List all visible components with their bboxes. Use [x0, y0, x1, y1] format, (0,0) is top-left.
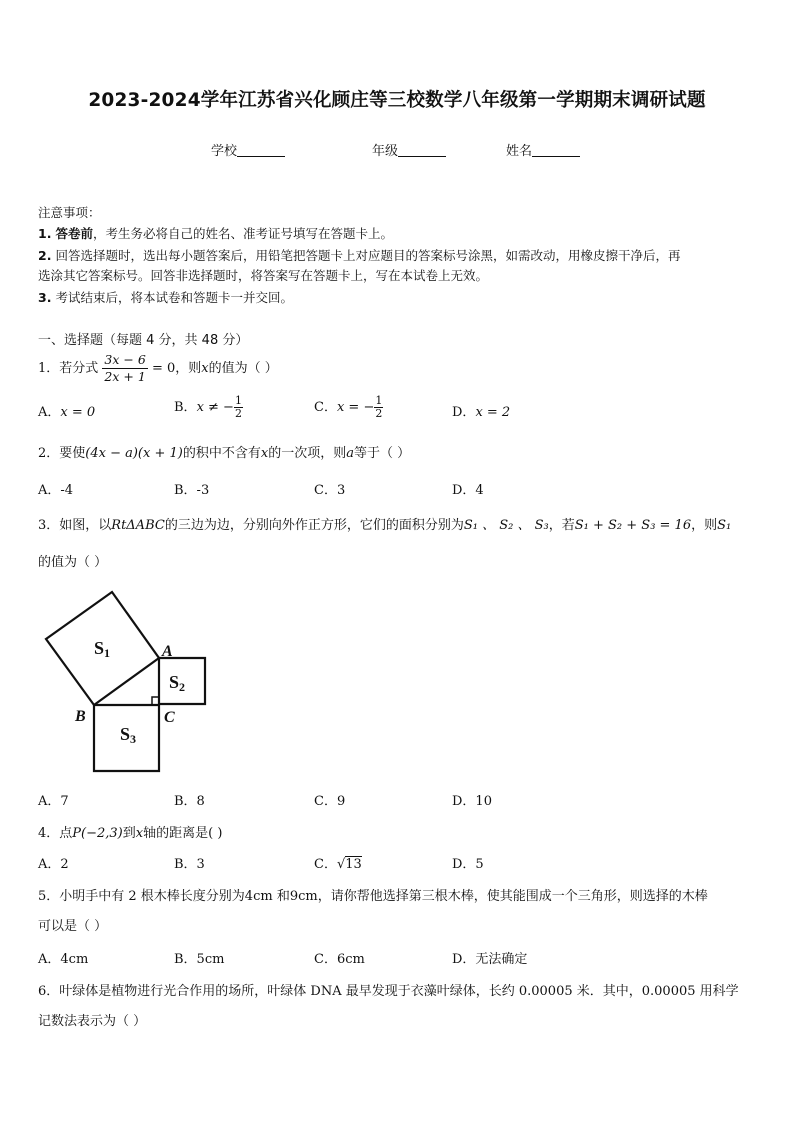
note-3-body: 考试结束后，将本试卷和答题卡一并交回。 — [55, 290, 293, 305]
q1-option-b-denominator: 2 — [234, 407, 242, 420]
q1-mid: = 0，则 — [151, 361, 202, 376]
q3-s1: S₁ — [717, 518, 732, 533]
question-3-line1 — [38, 514, 731, 533]
q4-option-d: D．5 — [452, 857, 484, 872]
q2-option-d: D．4 — [452, 483, 484, 498]
grade-label: 年级 — [372, 144, 399, 159]
name-blank — [532, 144, 580, 157]
label-s1: S1 — [94, 638, 111, 660]
q3-condition: S₁ + S₂ + S₃ = 16 — [574, 518, 692, 533]
q1-option-a-label: A． — [38, 405, 61, 420]
note-2-text-1: 回答选择题时，选出每小题答案后，用铅笔把答题卡上对应题目的答案标号涂黑，如需改动，用橡皮擦干净后，再 — [55, 248, 681, 263]
vertex-b: B — [75, 708, 86, 725]
vertex-a: A — [162, 643, 173, 660]
q1-var: x — [201, 361, 209, 376]
page-title: 2023-2024学年江苏省兴化顾庄等三校数学八年级第一学期期末调研试题 — [88, 90, 706, 111]
q1-prefix: 1．若分式 — [38, 361, 99, 376]
q1-suffix: 的值为（ ） — [208, 361, 278, 376]
q2-option-b: B．-3 — [174, 483, 210, 498]
q4-option-c — [314, 853, 362, 872]
note-1-head: 答卷前 — [55, 226, 93, 241]
question-2 — [38, 442, 410, 461]
q1-option-d-label: D． — [452, 405, 476, 420]
note-3-num: 3. — [38, 290, 52, 305]
q1-numerator: 3x − 6 — [104, 352, 146, 367]
question-5-line2: 可以是（ ） — [38, 919, 108, 934]
q1-option-b-label: B． — [174, 400, 197, 415]
q2-var: x — [260, 446, 269, 461]
note-1-body: ，考生务必将自己的姓名、准考证号填写在答题卡上。 — [92, 226, 393, 241]
q3-mid: 的三边为边，分别向外作正方形，它们的面积分别为 — [164, 518, 464, 533]
q1-option-c-denominator: 2 — [375, 407, 383, 420]
question-6-line2: 记数法表示为（ ） — [38, 1014, 147, 1029]
q2-expression: (4x − a)(x + 1) — [85, 446, 183, 461]
q5-option-c: C．6cm — [314, 952, 365, 967]
q1-option-d-math: x = 2 — [475, 405, 511, 420]
q1-fraction — [102, 352, 147, 385]
q1-option-c-label: C． — [314, 400, 337, 415]
q4-point: P(−2,3) — [72, 826, 123, 841]
grade-field — [372, 140, 446, 159]
q2-mid: 的积中不含有 — [182, 446, 261, 461]
name-field — [506, 140, 580, 159]
q2-option-c: C．3 — [314, 483, 346, 498]
q1-option-b-math: x ≠ − — [196, 400, 234, 415]
q1-option-a — [38, 401, 95, 420]
question-6-line1: 6．叶绿体是植物进行光合作用的场所，叶绿体 DNA 最早发现于衣藻叶绿体，长约 0.00005 米．其中，0.00005 用科学 — [38, 984, 739, 999]
q1-option-a-math: x = 0 — [60, 405, 96, 420]
vertex-c: C — [164, 709, 175, 726]
q3-mid2: ，若 — [548, 518, 575, 533]
notes-heading: 注意事项： — [38, 205, 101, 220]
q1-option-b-fraction — [234, 395, 243, 420]
q4-var: x — [135, 826, 144, 841]
q1-option-c — [314, 395, 383, 420]
q1-option-b — [174, 395, 243, 420]
q3-figure — [38, 584, 218, 776]
school-label: 学校 — [211, 144, 238, 159]
question-5-line1: 5．小明手中有 2 根木棒长度分别为4cm 和9cm，请你帮他选择第三根木棒，使其能围成一个三角形，则选择的木棒 — [38, 889, 708, 904]
name-label: 姓名 — [506, 144, 533, 159]
q3-figure-labels — [74, 638, 185, 746]
q3-s-list: S₁ 、 S₂ 、 S₃ — [463, 518, 549, 533]
q1-option-c-numerator: 1 — [375, 394, 383, 407]
q1-option-d — [452, 401, 510, 420]
q3-prefix: 3．如图，以 — [38, 518, 112, 533]
label-s3: S3 — [120, 724, 137, 746]
q2-mid2: 的一次项，则 — [268, 446, 347, 461]
q3-option-a: A．7 — [38, 794, 69, 809]
q3-end: ，则 — [691, 518, 718, 533]
q2-var2: a — [346, 446, 354, 461]
q4-suffix: 轴的距离是( ) — [143, 826, 223, 841]
q4-mid: 到 — [122, 826, 136, 841]
q4-prefix: 4．点 — [38, 826, 73, 841]
sqrt-sign: √ — [336, 857, 346, 872]
q3-option-d: D．10 — [452, 794, 492, 809]
q3-option-c: C．9 — [314, 794, 346, 809]
q2-option-a: A．-4 — [38, 483, 74, 498]
q1-option-b-numerator: 1 — [234, 394, 242, 407]
school-blank — [237, 144, 285, 157]
label-s2: S2 — [169, 672, 186, 694]
question-4 — [38, 822, 222, 841]
note-2-line2: 选涂其它答案标号。回答非选择题时，将答案写在答题卡上，写在本试卷上无效。 — [38, 268, 489, 283]
note-2-num: 2. — [38, 248, 52, 263]
q4-option-c-label: C． — [314, 857, 337, 872]
q1-option-c-math: x = − — [336, 400, 375, 415]
q4-option-a: A．2 — [38, 857, 69, 872]
grade-blank — [398, 144, 446, 157]
q4-option-b: B．3 — [174, 857, 205, 872]
note-3 — [38, 288, 293, 306]
question-1 — [38, 352, 278, 385]
q5-option-b: B．5cm — [174, 952, 225, 967]
q2-prefix: 2．要使 — [38, 446, 86, 461]
q5-option-a: A．4cm — [38, 952, 89, 967]
note-2-line1 — [38, 246, 680, 264]
school-field — [211, 140, 285, 159]
question-3-line2: 的值为（ ） — [38, 555, 108, 570]
note-1-num: 1. — [38, 226, 52, 241]
q3-triangle: RtΔABC — [111, 518, 165, 533]
q1-option-c-fraction — [374, 395, 383, 420]
q1-denominator: 2x + 1 — [104, 369, 146, 384]
q2-suffix: 等于（ ） — [353, 446, 411, 461]
section-heading: 一、选择题（每题 4 分，共 48 分） — [38, 333, 249, 348]
q3-option-b: B．8 — [174, 794, 205, 809]
q4-option-c-radicand: 13 — [345, 857, 362, 872]
note-1 — [38, 224, 393, 242]
q5-option-d: D．无法确定 — [452, 952, 528, 967]
